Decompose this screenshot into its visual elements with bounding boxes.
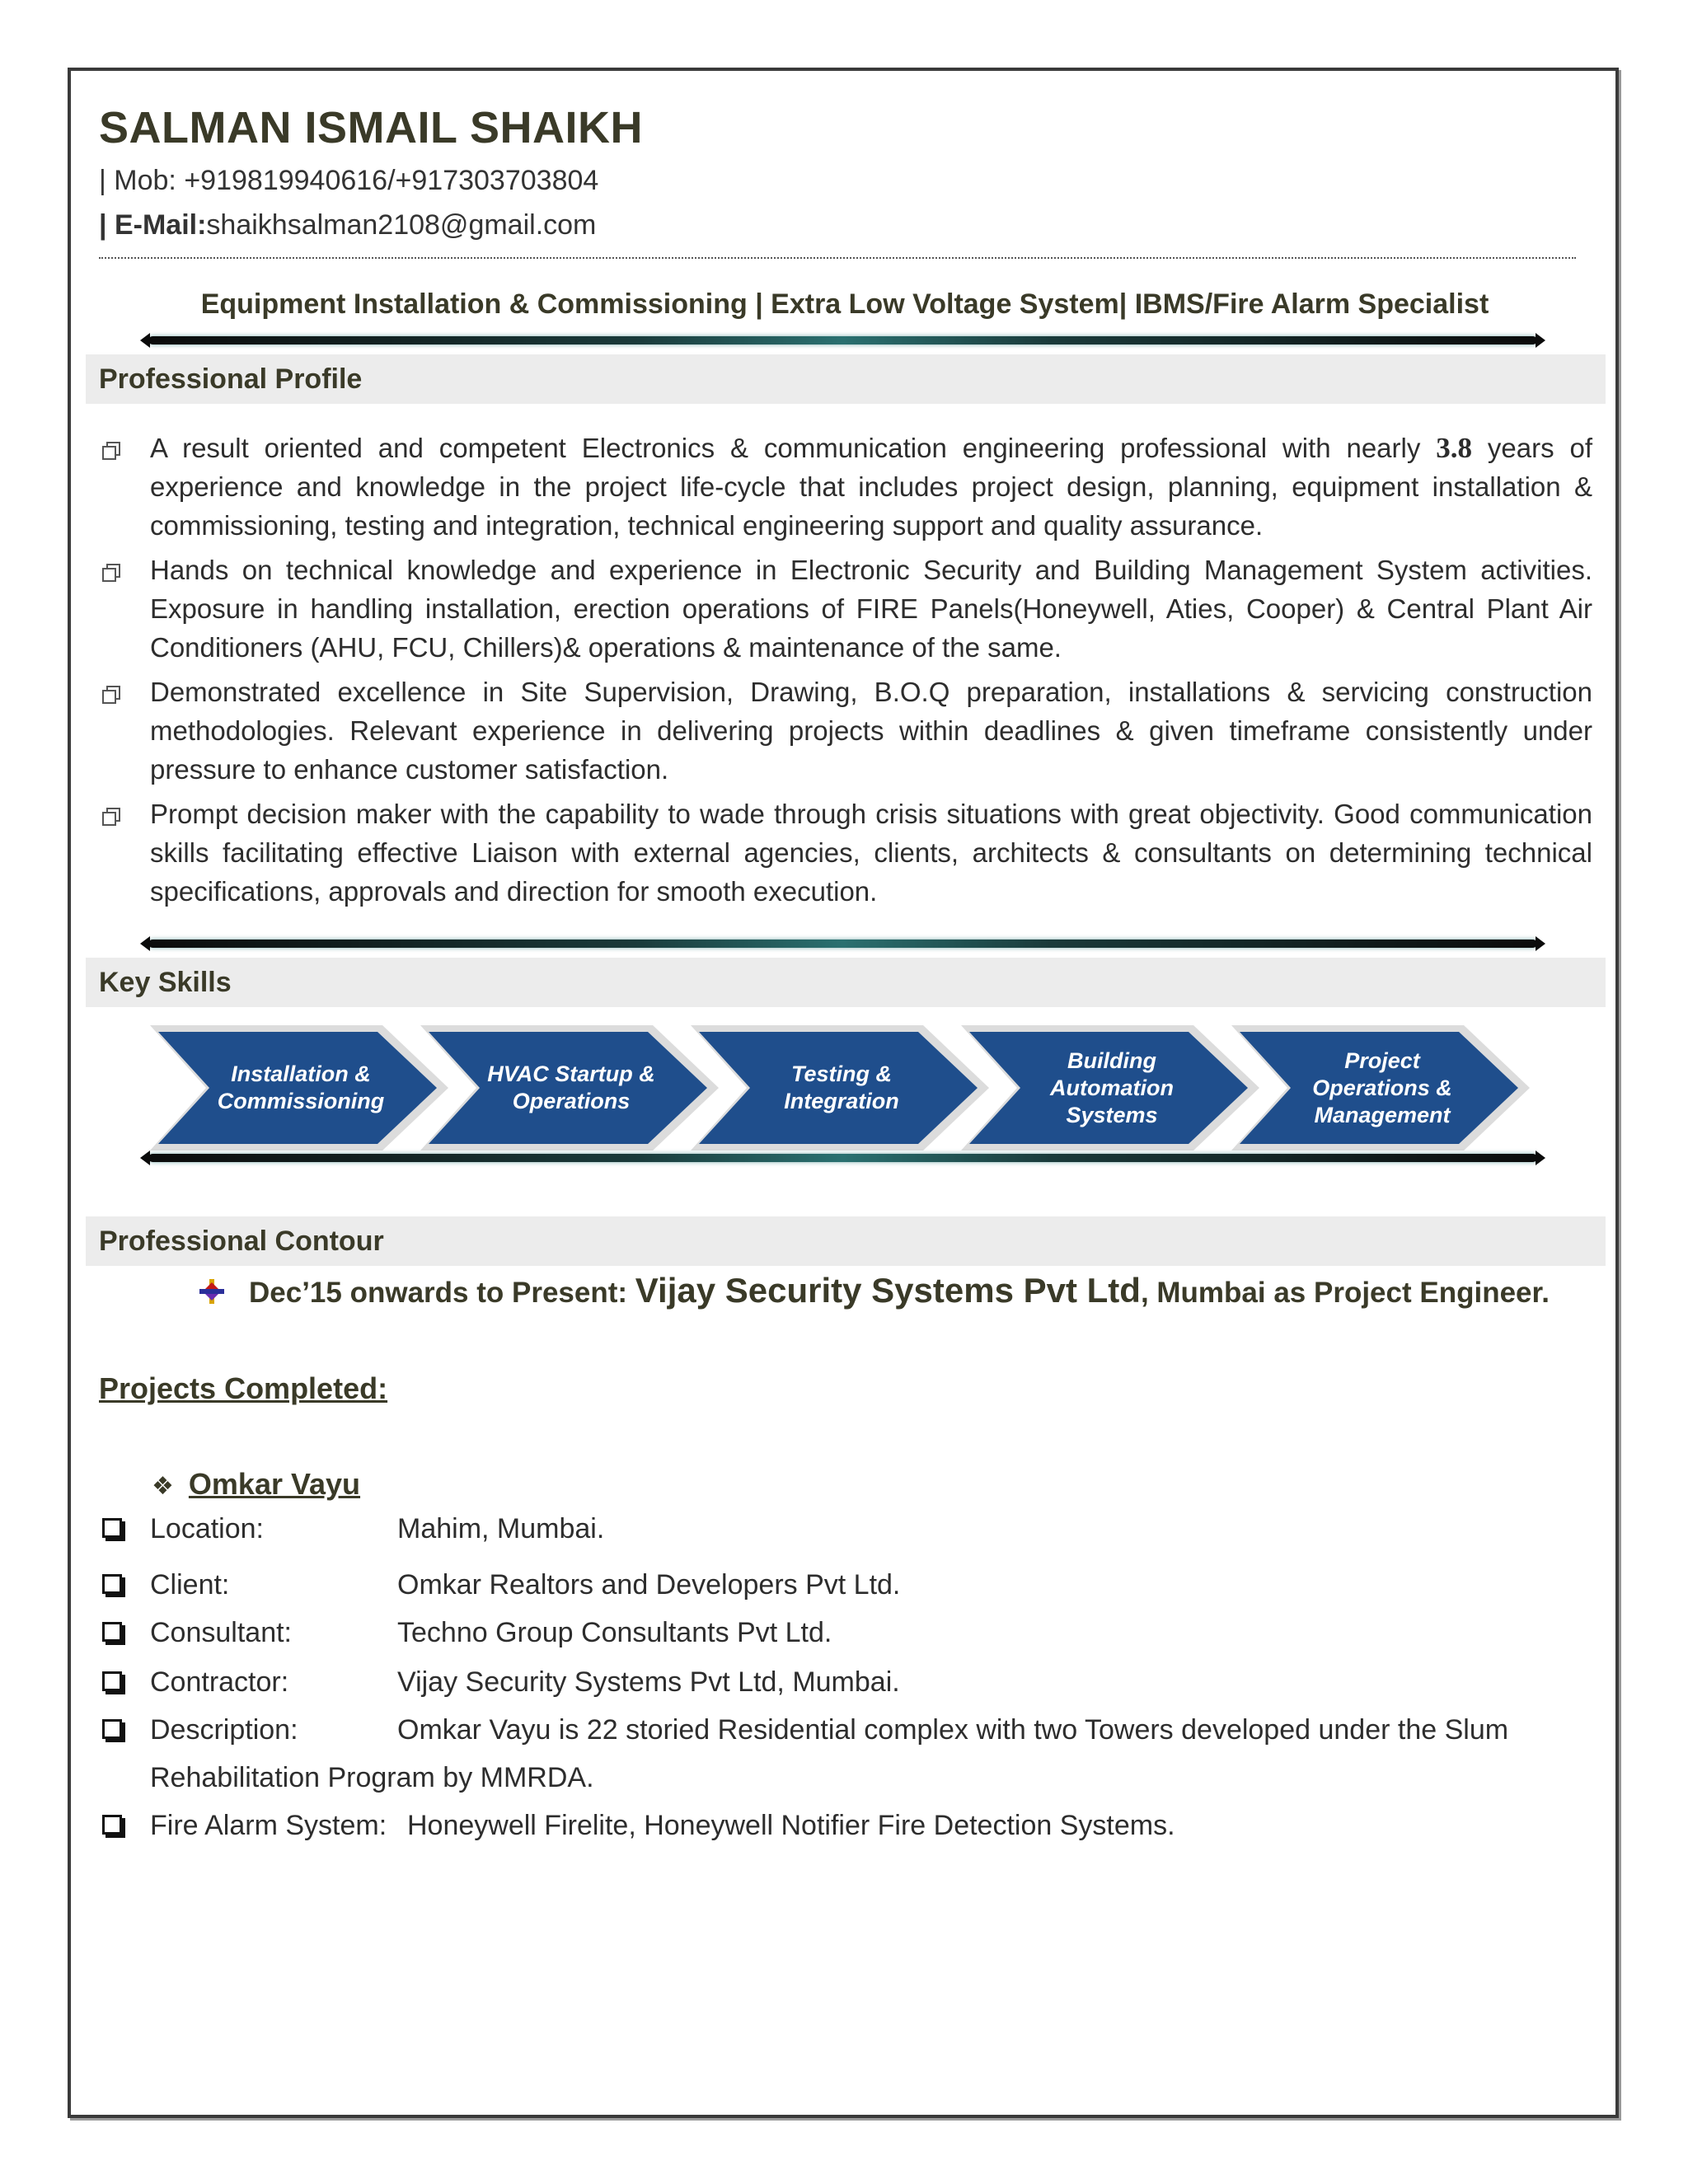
skill-chevron	[958, 1022, 1271, 1154]
diamond-bullet-icon: ❖	[152, 1473, 174, 1500]
skill-label: Installation & Commissioning	[217, 1062, 385, 1113]
project-field-location	[99, 1505, 1582, 1553]
skill-chevron	[1228, 1022, 1541, 1154]
project-field-description	[99, 1706, 1582, 1754]
field-value: Mahim, Mumbai.	[397, 1513, 605, 1544]
company-name: Vijay Security Systems Pvt Ltd	[635, 1271, 1141, 1310]
field-label: Fire Alarm System:	[150, 1810, 387, 1841]
project-field-description-continued	[99, 1754, 1582, 1802]
experience-period: Dec’15 onwards to Present:	[249, 1277, 635, 1309]
project-field-client	[99, 1561, 1582, 1609]
candidate-name: SALMAN ISMAIL SHAIKH	[99, 103, 644, 152]
project-field-fire-alarm	[99, 1802, 1582, 1849]
skill-label: Testing & Integration	[784, 1062, 899, 1113]
projects-heading: Projects Completed:	[99, 1371, 388, 1405]
section-heading-profile: Professional Profile	[86, 354, 1606, 404]
skill-chevron	[417, 1022, 730, 1154]
section-heading-skills: Key Skills	[86, 958, 1606, 1007]
project-field-contractor	[99, 1658, 1582, 1706]
page-bullet-icon	[101, 562, 122, 583]
profile-bullet-list	[99, 429, 1592, 916]
profile-bullet	[99, 673, 1592, 789]
header-divider	[99, 257, 1576, 259]
checkbox-bullet-icon	[102, 1518, 122, 1538]
bullet-text: Hands on technical knowledge and experience in Electronic Security and Building Management System activities. Exposure in handling installation, erection operations of FIRE Panels(Honeywell, Aties, Cooper) & Central Plant Air Conditioners (AHU, FCU, Chillers)& operations & maintenance of the same.	[150, 555, 1592, 663]
bullet-text: years of experience and knowledge in the project life-cycle that includes project design, planning, equipment installation & commissioning, testing and integration, technical engineering support and quality assurance.	[150, 433, 1592, 541]
skill-label: Project Operations & Management	[1312, 1047, 1452, 1127]
years-value: 3.8	[1436, 432, 1472, 464]
email-label: | E-Mail:	[99, 209, 207, 241]
field-label: Consultant:	[150, 1617, 292, 1648]
profile-bullet	[99, 429, 1592, 545]
checkbox-bullet-icon	[102, 1671, 122, 1691]
field-label: Client:	[150, 1569, 230, 1601]
arrow-bullet-icon	[198, 1277, 226, 1305]
bullet-text: Prompt decision maker with the capability to wade through crisis situations with great objectivity. Good communication skills facilitating effective Liaison with external agencies, clients, architects & consultants on determining technical specifications, approvals and direction for smooth execution.	[150, 799, 1592, 907]
checkbox-bullet-icon	[102, 1815, 122, 1835]
checkbox-bullet-icon	[102, 1622, 122, 1642]
checkbox-bullet-icon	[102, 1719, 122, 1739]
field-value-continued: Rehabilitation Program by MMRDA.	[150, 1762, 594, 1793]
skill-label: Building Automation Systems	[1050, 1047, 1174, 1127]
bullet-text: A result oriented and competent Electronics & communication engineering professional with nearly	[150, 433, 1437, 463]
skill-chevron	[147, 1022, 460, 1154]
mobile-value: +919819940616/+917303703804	[176, 165, 599, 196]
field-value: Techno Group Consultants Pvt Ltd.	[397, 1617, 832, 1648]
profile-bullet	[99, 551, 1592, 667]
skill-label: HVAC Startup & Operations	[487, 1062, 655, 1113]
field-value: Omkar Realtors and Developers Pvt Ltd.	[397, 1569, 901, 1601]
experience-line	[198, 1271, 1550, 1310]
project-field-consultant	[99, 1609, 1582, 1657]
field-label: Description:	[150, 1714, 298, 1746]
skills-chevron-row	[147, 1022, 1548, 1154]
bullet-text: Demonstrated excellence in Site Supervision, Drawing, B.O.Q preparation, installations & servicing construction methodologies. Relevant experience in delivering projects within deadlines & given timeframe consistently under pressure to enhance customer satisfaction.	[150, 677, 1592, 785]
email-line	[99, 209, 596, 241]
decorative-rule	[148, 940, 1537, 948]
skill-chevron	[687, 1022, 1001, 1154]
project-title	[152, 1467, 360, 1502]
experience-role: , Mumbai as Project Engineer.	[1140, 1277, 1550, 1309]
page-bullet-icon	[101, 684, 122, 705]
mobile-label: | Mob:	[99, 165, 176, 196]
field-value: Vijay Security Systems Pvt Ltd, Mumbai.	[397, 1666, 900, 1698]
field-value: Omkar Vayu is 22 storied Residential complex with two Towers developed under the Slum	[397, 1714, 1509, 1746]
checkbox-bullet-icon	[102, 1574, 122, 1594]
email-value[interactable]: shaikhsalman2108@gmail.com	[206, 209, 597, 241]
tagline: Equipment Installation & Commissioning | Extra Low Voltage System| IBMS/Fire Alarm Specialist	[200, 288, 1489, 320]
field-value: Honeywell Firelite, Honeywell Notifier Fire Detection Systems.	[407, 1810, 1175, 1841]
page-bullet-icon	[101, 806, 122, 827]
field-label: Contractor:	[150, 1666, 289, 1698]
section-heading-contour: Professional Contour	[86, 1216, 1606, 1266]
page-bullet-icon	[101, 440, 122, 462]
decorative-rule	[148, 336, 1537, 344]
field-label: Location:	[150, 1513, 264, 1544]
project-name: Omkar Vayu	[188, 1467, 361, 1501]
profile-bullet	[99, 794, 1592, 911]
mobile-line	[99, 165, 598, 197]
decorative-rule	[148, 1154, 1537, 1162]
